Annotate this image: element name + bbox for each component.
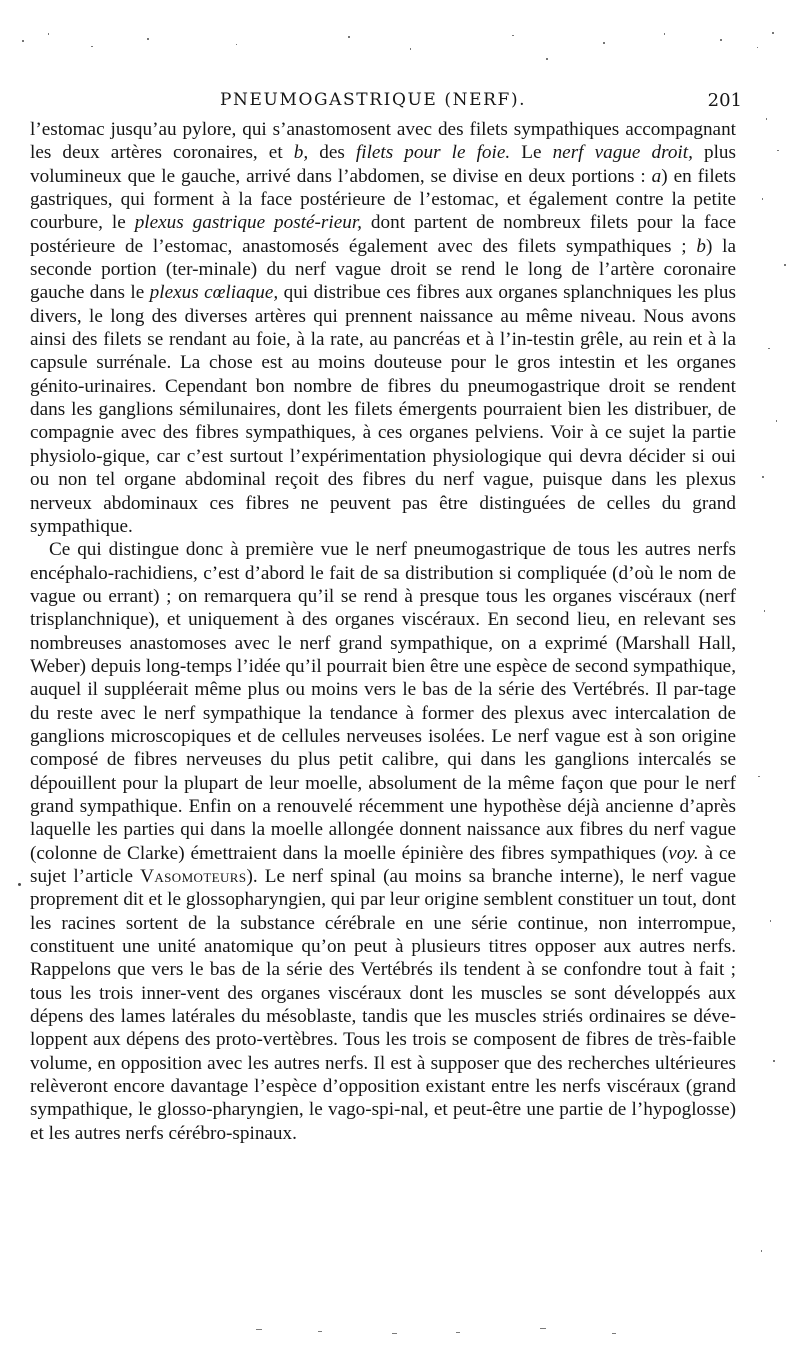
italic-text: filets pour le foie. [355, 142, 511, 164]
text-run: qui distribue ces fibres aux organes splanchniques les plus divers, le long des diverses artères qui prennent naissance au même niveau. Nous avons ainsi des filets se rendant au foie, à la rate, au pancréas et à l’in-testin grêle, au rein et à la capsule surrénale. La chose est au moins douteuse pour le gros intestin et les organes génito-urinaires. Cependant bon nombre de fibres du pneumogastrique droit se rendent dans les ganglions sémilunaires, dont les filets émergents pourraient bien les distribuer, de compagnie avec des fibres sympathiques, à ces organes pelviens. Voir à ce sujet la partie physiolo-gique, car c’est surtout l’expérimentation physiologique qui devra décider si oui ou non tel organe abdominal reçoit des fibres du nerf vague, puisque dans les plexus nerveux abdominaux ces fibres ne peuvent pas être distinguées de celles du grand sympathique. [30, 282, 736, 537]
text-run: Ce qui distingue donc à première vue le nerf pneumogastrique de tous les autres nerfs encéphalo-rachidiens, c’est d’abord le fait de sa distribution si compliquée (d’où le nom de vague ou errant) ; on remarquera qu’il se rend à presque tous les organes viscéraux (nerf trisplanchnique), et uniquement à des organes viscéraux. En second lieu, en relevant ses nombreuses anastomoses avec le nerf grand sympathique, on a exprimé (Marshall Hall, Weber) depuis long-temps l’idée qu’il pourrait bien être une espèce de second sympathique, auquel il suppléerait même plus ou moins vers le bas de la série des Vertébrés. Il par-tage du reste avec le nerf sympathique la tendance à former des plexus avec intercalation de ganglions microscopiques et de cellules nerveuses isolées. Le nerf vague est à son origine composé de fibres nerveuses du plus petit calibre, qui dans les ganglions intercalés se dépouillent pour la plupart de leur moelle, absolument de la même façon que pour le nerf grand sympathique. Enfin on a renouvelé récemment une hypothèse déjà ancienne d’après laquelle les parties qui dans la moelle allongée donnent naissance aux fibres du nerf vague (colonne de Clarke) émettraient dans la moelle épinière des fibres sympathiques ( [30, 539, 736, 864]
italic-text: b [696, 235, 706, 257]
italic-text: plexus cœliaque, [149, 282, 279, 304]
page-number: 201 [707, 90, 742, 111]
italic-text: voy. [668, 842, 699, 864]
text-run: plus volumineux que le gauche, arrivé dans l’abdomen, se divise en deux portions : [30, 142, 736, 187]
text-run: dont partent de nombreux filets pour la face postérieure de l’estomac, anastomosés également avec des filets sympathiques ; [30, 212, 736, 257]
running-header [30, 90, 770, 114]
paragraph [30, 118, 736, 538]
text-run: ) en filets gastriques, qui forment à la face postérieure de l’estomac, et également contre la petite courbure, le [30, 165, 736, 234]
italic-text: plexus gastrique posté-rieur, [134, 212, 362, 234]
body-text [30, 118, 736, 1145]
text-run: à ce sujet l’article [30, 842, 736, 887]
italic-text: nerf vague droit, [552, 142, 693, 164]
running-title: PNEUMOGASTRIQUE (NERF). [220, 90, 527, 110]
text-run: ) la seconde portion (ter-minale) du nerf vague droit se rend le long de l’artère coronaire gauche dans le [30, 235, 736, 304]
text-run: des [308, 142, 356, 164]
text-run: Le [510, 142, 553, 164]
small-caps-text: Vasomoteurs [140, 866, 247, 887]
text-run: l’estomac jusqu’au pylore, qui s’anastomosent avec des filets sympathiques accompagnant les deux artères coronaires, et [30, 119, 736, 164]
italic-text: b, [293, 142, 309, 164]
text-run: ). Le nerf spinal (au moins sa branche interne), le nerf vague proprement dit et le glossopharyngien, qui par leur origine semblent constituer un tout, dont les racines sortent de la substance cérébrale en une série continue, non interrompue, constituent une unité anatomique qu’on peut à plusieurs titres opposer aux autres nerfs. Rappelons que vers le bas de la série des Vertébrés ils tendent à se confondre tout à fait ; tous les trois inner-vent des organes viscéraux dont les muscles se sont développés aux dépens des lames latérales du mésoblaste, tandis que les muscles striés ordinaires se déve-loppent aux dépens des proto-vertèbres. Tous les trois se composent de fibres de très-faible volume, en opposition avec les autres nerfs. Il est à supposer que des recherches ultérieures relèveront encore davantage l’espèce d’opposition existant entre les nerfs viscéraux (grand sympathique, le glosso-pharyngien, le vago-spi-nal, et peut-être une partie de l’hypoglosse) et les autres nerfs cérébro-spinaux. [30, 866, 736, 1144]
italic-text: a [651, 165, 662, 187]
paragraph [30, 538, 736, 1145]
